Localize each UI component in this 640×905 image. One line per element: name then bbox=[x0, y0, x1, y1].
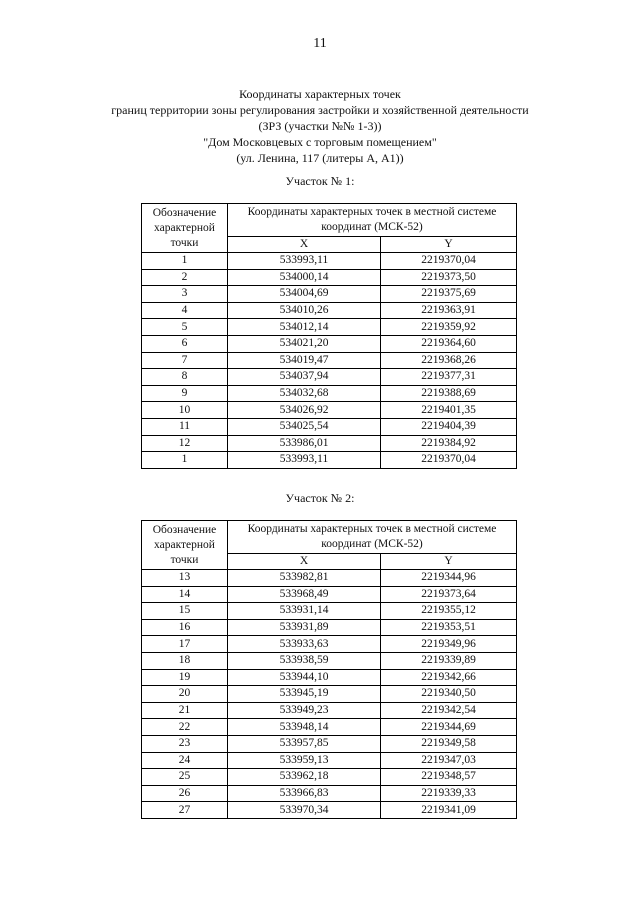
y-cell: 2219377,31 bbox=[381, 369, 517, 386]
table-row bbox=[142, 319, 517, 336]
y-cell: 2219347,03 bbox=[381, 752, 517, 769]
section-1-label: Участок № 1: bbox=[285, 174, 355, 188]
x-cell: 533993,11 bbox=[228, 452, 381, 469]
header-text: характерной bbox=[154, 221, 215, 234]
coords-column-header bbox=[228, 204, 517, 237]
table-row bbox=[142, 669, 517, 686]
x-cell: 534026,92 bbox=[228, 402, 381, 419]
x-cell: 533931,14 bbox=[228, 603, 381, 620]
y-cell: 2219344,69 bbox=[381, 719, 517, 736]
header-text: Обозначение bbox=[152, 523, 217, 536]
point-cell: 26 bbox=[142, 785, 228, 802]
header-text: характерной bbox=[154, 538, 215, 551]
point-cell: 7 bbox=[142, 352, 228, 369]
x-cell: 534025,54 bbox=[228, 418, 381, 435]
table-row bbox=[142, 302, 517, 319]
x-cell: 533938,59 bbox=[228, 652, 381, 669]
x-cell: 533931,89 bbox=[228, 619, 381, 636]
x-cell: 533945,19 bbox=[228, 686, 381, 703]
point-column-header bbox=[142, 204, 228, 253]
x-cell: 533949,23 bbox=[228, 702, 381, 719]
x-column-header: X bbox=[228, 554, 381, 570]
x-cell: 533966,83 bbox=[228, 785, 381, 802]
table-row bbox=[142, 269, 517, 286]
header-text: Обозначение bbox=[152, 206, 217, 219]
y-cell: 2219373,50 bbox=[381, 269, 517, 286]
document-title bbox=[0, 86, 640, 166]
y-column-header: Y bbox=[381, 554, 517, 570]
table-row bbox=[142, 752, 517, 769]
y-cell: 2219344,96 bbox=[381, 570, 517, 587]
point-cell: 1 bbox=[142, 253, 228, 270]
point-cell: 6 bbox=[142, 335, 228, 352]
point-cell: 20 bbox=[142, 686, 228, 703]
y-cell: 2219359,92 bbox=[381, 319, 517, 336]
x-cell: 533948,14 bbox=[228, 719, 381, 736]
x-cell: 533944,10 bbox=[228, 669, 381, 686]
y-cell: 2219353,51 bbox=[381, 619, 517, 636]
x-cell: 534021,20 bbox=[228, 335, 381, 352]
title-line: "Дом Московцевых с торговым помещением" bbox=[203, 135, 437, 149]
x-cell: 534010,26 bbox=[228, 302, 381, 319]
point-cell: 19 bbox=[142, 669, 228, 686]
y-cell: 2219388,69 bbox=[381, 385, 517, 402]
x-cell: 534004,69 bbox=[228, 286, 381, 303]
y-cell: 2219349,58 bbox=[381, 735, 517, 752]
header-text: точки bbox=[170, 236, 199, 249]
table-row bbox=[142, 369, 517, 386]
point-cell: 21 bbox=[142, 702, 228, 719]
title-line: (ЗРЗ (участки №№ 1-3)) bbox=[258, 119, 382, 133]
y-cell: 2219404,39 bbox=[381, 418, 517, 435]
x-cell: 533970,34 bbox=[228, 802, 381, 819]
x-cell: 533986,01 bbox=[228, 435, 381, 452]
table-row bbox=[142, 402, 517, 419]
x-cell: 534037,94 bbox=[228, 369, 381, 386]
y-cell: 2219368,26 bbox=[381, 352, 517, 369]
x-cell: 534012,14 bbox=[228, 319, 381, 336]
point-cell: 23 bbox=[142, 735, 228, 752]
y-cell: 2219375,69 bbox=[381, 286, 517, 303]
table-row bbox=[142, 702, 517, 719]
title-line: границ территории зоны регулирования застройки и хозяйственной деятельности bbox=[111, 103, 529, 117]
y-cell: 2219373,64 bbox=[381, 586, 517, 603]
table-row bbox=[142, 335, 517, 352]
x-cell: 533968,49 bbox=[228, 586, 381, 603]
y-cell: 2219349,96 bbox=[381, 636, 517, 653]
table-row bbox=[142, 619, 517, 636]
coordinates-table-section-1 bbox=[141, 203, 517, 469]
y-cell: 2219339,33 bbox=[381, 785, 517, 802]
point-cell: 22 bbox=[142, 719, 228, 736]
table-row bbox=[142, 418, 517, 435]
table-row bbox=[142, 785, 517, 802]
x-cell: 534032,68 bbox=[228, 385, 381, 402]
point-column-header bbox=[142, 521, 228, 570]
y-cell: 2219364,60 bbox=[381, 335, 517, 352]
point-cell: 24 bbox=[142, 752, 228, 769]
table-row bbox=[142, 636, 517, 653]
point-cell: 1 bbox=[142, 452, 228, 469]
point-cell: 2 bbox=[142, 269, 228, 286]
y-cell: 2219341,09 bbox=[381, 802, 517, 819]
table-row bbox=[142, 253, 517, 270]
y-cell: 2219370,04 bbox=[381, 452, 517, 469]
table-row bbox=[142, 603, 517, 620]
table-row bbox=[142, 286, 517, 303]
header-text: Координаты характерных точек в местной системе bbox=[247, 206, 497, 218]
title-line: (ул. Ленина, 117 (литеры А, А1)) bbox=[236, 151, 404, 165]
title-line: Координаты характерных точек bbox=[239, 87, 401, 101]
y-cell: 2219401,35 bbox=[381, 402, 517, 419]
point-cell: 10 bbox=[142, 402, 228, 419]
table-row bbox=[142, 802, 517, 819]
y-cell: 2219355,12 bbox=[381, 603, 517, 620]
table-body bbox=[142, 570, 517, 819]
point-cell: 8 bbox=[142, 369, 228, 386]
y-cell: 2219342,66 bbox=[381, 669, 517, 686]
y-column-header: Y bbox=[381, 237, 517, 253]
y-cell: 2219384,92 bbox=[381, 435, 517, 452]
y-cell: 2219363,91 bbox=[381, 302, 517, 319]
y-cell: 2219339,89 bbox=[381, 652, 517, 669]
x-cell: 533957,85 bbox=[228, 735, 381, 752]
table-row bbox=[142, 586, 517, 603]
table-row bbox=[142, 452, 517, 469]
header-text: точки bbox=[170, 553, 199, 566]
point-cell: 17 bbox=[142, 636, 228, 653]
x-cell: 533993,11 bbox=[228, 253, 381, 270]
x-cell: 533962,18 bbox=[228, 769, 381, 786]
table-row bbox=[142, 570, 517, 587]
table-row bbox=[142, 719, 517, 736]
point-cell: 25 bbox=[142, 769, 228, 786]
table-row bbox=[142, 435, 517, 452]
table-row bbox=[142, 686, 517, 703]
page-number: 11 bbox=[313, 36, 327, 51]
point-cell: 13 bbox=[142, 570, 228, 587]
table-row bbox=[142, 735, 517, 752]
point-cell: 11 bbox=[142, 418, 228, 435]
point-cell: 3 bbox=[142, 286, 228, 303]
y-cell: 2219348,57 bbox=[381, 769, 517, 786]
point-cell: 14 bbox=[142, 586, 228, 603]
y-cell: 2219340,50 bbox=[381, 686, 517, 703]
table-row bbox=[142, 385, 517, 402]
table-row bbox=[142, 652, 517, 669]
point-cell: 16 bbox=[142, 619, 228, 636]
point-cell: 4 bbox=[142, 302, 228, 319]
point-cell: 9 bbox=[142, 385, 228, 402]
point-cell: 12 bbox=[142, 435, 228, 452]
table-body bbox=[142, 253, 517, 469]
header-text: координат (МСК-52) bbox=[321, 538, 423, 550]
x-cell: 533959,13 bbox=[228, 752, 381, 769]
point-cell: 5 bbox=[142, 319, 228, 336]
table-row bbox=[142, 769, 517, 786]
coords-column-header bbox=[228, 521, 517, 554]
y-cell: 2219370,04 bbox=[381, 253, 517, 270]
x-column-header: X bbox=[228, 237, 381, 253]
y-cell: 2219342,54 bbox=[381, 702, 517, 719]
x-cell: 533982,81 bbox=[228, 570, 381, 587]
x-cell: 534000,14 bbox=[228, 269, 381, 286]
x-cell: 533933,63 bbox=[228, 636, 381, 653]
header-text: Координаты характерных точек в местной системе bbox=[247, 523, 497, 535]
coordinates-table-section-2 bbox=[141, 520, 517, 819]
table-row bbox=[142, 352, 517, 369]
point-cell: 18 bbox=[142, 652, 228, 669]
point-cell: 15 bbox=[142, 603, 228, 620]
section-2-label: Участок № 2: bbox=[285, 491, 355, 505]
header-text: координат (МСК-52) bbox=[321, 221, 423, 233]
point-cell: 27 bbox=[142, 802, 228, 819]
x-cell: 534019,47 bbox=[228, 352, 381, 369]
